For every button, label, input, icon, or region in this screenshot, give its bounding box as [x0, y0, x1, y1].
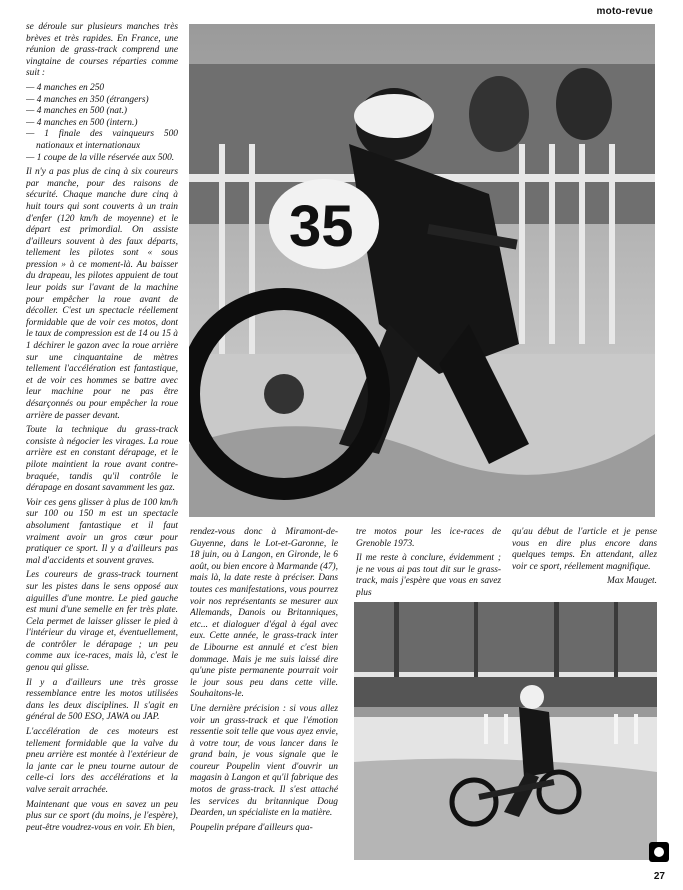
paragraph: Toute la technique du grass-track consiste à négocier les virages. La roue arrière est en constant dérapage, et le pilote maintient la roue avant contre-braquée, tandis qu'il contrôle le dérapage en dosant savamment les gaz. — [26, 425, 178, 494]
paragraph: Il y a d'ailleurs une très grosse ressemblance entre les motos utilisées dans les deux disciplines. Il s'agit en général de 500 ESO, JAWA ou JAP. — [26, 677, 178, 723]
page-number: 27 — [653, 871, 665, 882]
paragraph: tre motos pour les ice-races de Grenoble 1973. — [356, 527, 501, 549]
paragraph: rendez-vous donc à Miramont-de-Guyenne, dans le Lot-et-Garonne, le 18 juin, ou à Langon, en Gironde, le 6 août, ou bien encore à Marmande (47), mais là, la date reste à préciser. Dans toutes ces manifestations, vous pourrez voir nos représentants se mesurer aux Allemands, Danois ou Britanniques, etc... et dialoguer d'égal à égal avec eux. Cette année, le grass-track inter de Libourne est annulé et c'est bien dommage. Mais je me suis laissé dire qu'une piste permanente pourrait voir le jour sous peu dans cette ville. Souhaitons-le. — [190, 527, 338, 700]
list-item: — 4 manches en 350 (étrangers) — [26, 95, 178, 107]
section-ornament-icon — [649, 842, 669, 862]
list-item: — 1 coupe de la ville réservée aux 500. — [26, 153, 178, 165]
list-item: — 4 manches en 500 (intern.) — [26, 118, 178, 130]
list-item: — 4 manches en 250 — [26, 83, 178, 95]
grass-track-race-photo — [354, 602, 657, 860]
paragraph: Une dernière précision : si vous allez voir un grass-track et que l'émotion ressentie soit telle que vous ayez envie, à votre tour, de vous lancer dans le grand bain, je vous signale que le coureur Poupelin vient d'ouvrir un magasin à Langon et qu'il fabrique des motos de grass-track. Il s'est attaché les services du britannique Doug Dearden, un spécialiste en la matière. — [190, 703, 338, 819]
article-column-3 — [356, 527, 501, 597]
paragraph: qu'au début de l'article et je pense vous en dire plus encore dans quelques temps. En attendant, allez voir ce sport, réellement magnifique. — [512, 527, 657, 572]
author-signature: Max Mauget. — [607, 576, 657, 587]
race-illustration — [354, 602, 657, 860]
paragraph: L'accélération de ces moteurs est tellement formidable que la valve du pneu arrière est montée à l'extérieur de la jante car le pneu tourne autour de celle-ci lors des accélérations et la valve serait arrachée. — [26, 727, 178, 795]
rider-illustration — [189, 24, 655, 517]
paragraph: Les coureurs de grass-track tournent sur les pistes dans le sens opposé aux aiguilles d'une montre. Le pied gauche est muni d'une semelle en fer très plate. Cela permet de laisser glisser le pied à l'intérieur du virage et, éventuellement, de contrôler le dérapage ; un peu comme aux ice-races, mais là, c'est le genou qui glisse. — [26, 570, 178, 674]
race-list — [26, 83, 178, 164]
list-item: — 4 manches en 500 (nat.) — [26, 106, 178, 118]
paragraph: Poupelin prépare d'ailleurs qua- — [190, 822, 313, 833]
article-column-1 — [26, 22, 178, 862]
paragraph: Maintenant que vous en savez un peu plus sur ce sport (du moins, je l'espère), peut-être voudrez-vous en voir. Eh bien, — [26, 799, 178, 833]
number-plate-text: 35 — [289, 194, 354, 259]
paragraph: Voir ces gens glisser à plus de 100 km/h sur 100 ou 150 m est un spectacle absolument fantastique et il faut vraiment avoir un gros cœur pour pratiquer ce sport. Il y a d'ailleurs pas mal d'accidents et souvent graves. — [26, 497, 178, 566]
list-item: — 1 finale des vainqueurs 500 nationaux et internationaux — [26, 129, 178, 152]
paragraph: Il me reste à conclure, évidemment ; je ne vous ai pas tout dit sur le grass-track, mais j'espère que vous en savez plus — [356, 553, 501, 597]
grass-track-rider-photo — [189, 24, 655, 517]
article-column-4 — [512, 527, 657, 597]
article-column-2 — [190, 527, 338, 867]
paragraph: se déroule sur plusieurs manches très brèves et très rapides. En France, une réunion de grass-track comprend une vingtaine de courses réparties comme suit : — [26, 22, 178, 79]
magazine-header: moto-revue — [596, 6, 653, 17]
paragraph: Il n'y a pas plus de cinq à six coureurs par manche, pour des raisons de sécurité. Chaque manche dure cinq à huit tours qui sont couverts à un train d'enfer (120 km/h de moyenne) et le départ est primordial. On assiste d'ailleurs souvent à des faux départs, tellement les pilotes sont « sous pression » à ce moment-là. Au baisser du drapeau, les pilotes appuient de tout leur poids sur l'avant de la machine pour empêcher la roue avant de décoller. C'est un spectacle réellement formidable que de voir ces motos, dont le taux de compression est de 14 ou 15 à 1 déchirer le gazon avec la roue arrière sur une cinquantaine de mètres tellement l'accélération est fantastique, et de voir ces hommes se battre avec leur machine pour ne pas être désarçonnés ou pour empêcher la roue arrière de passer devant. — [26, 167, 178, 421]
